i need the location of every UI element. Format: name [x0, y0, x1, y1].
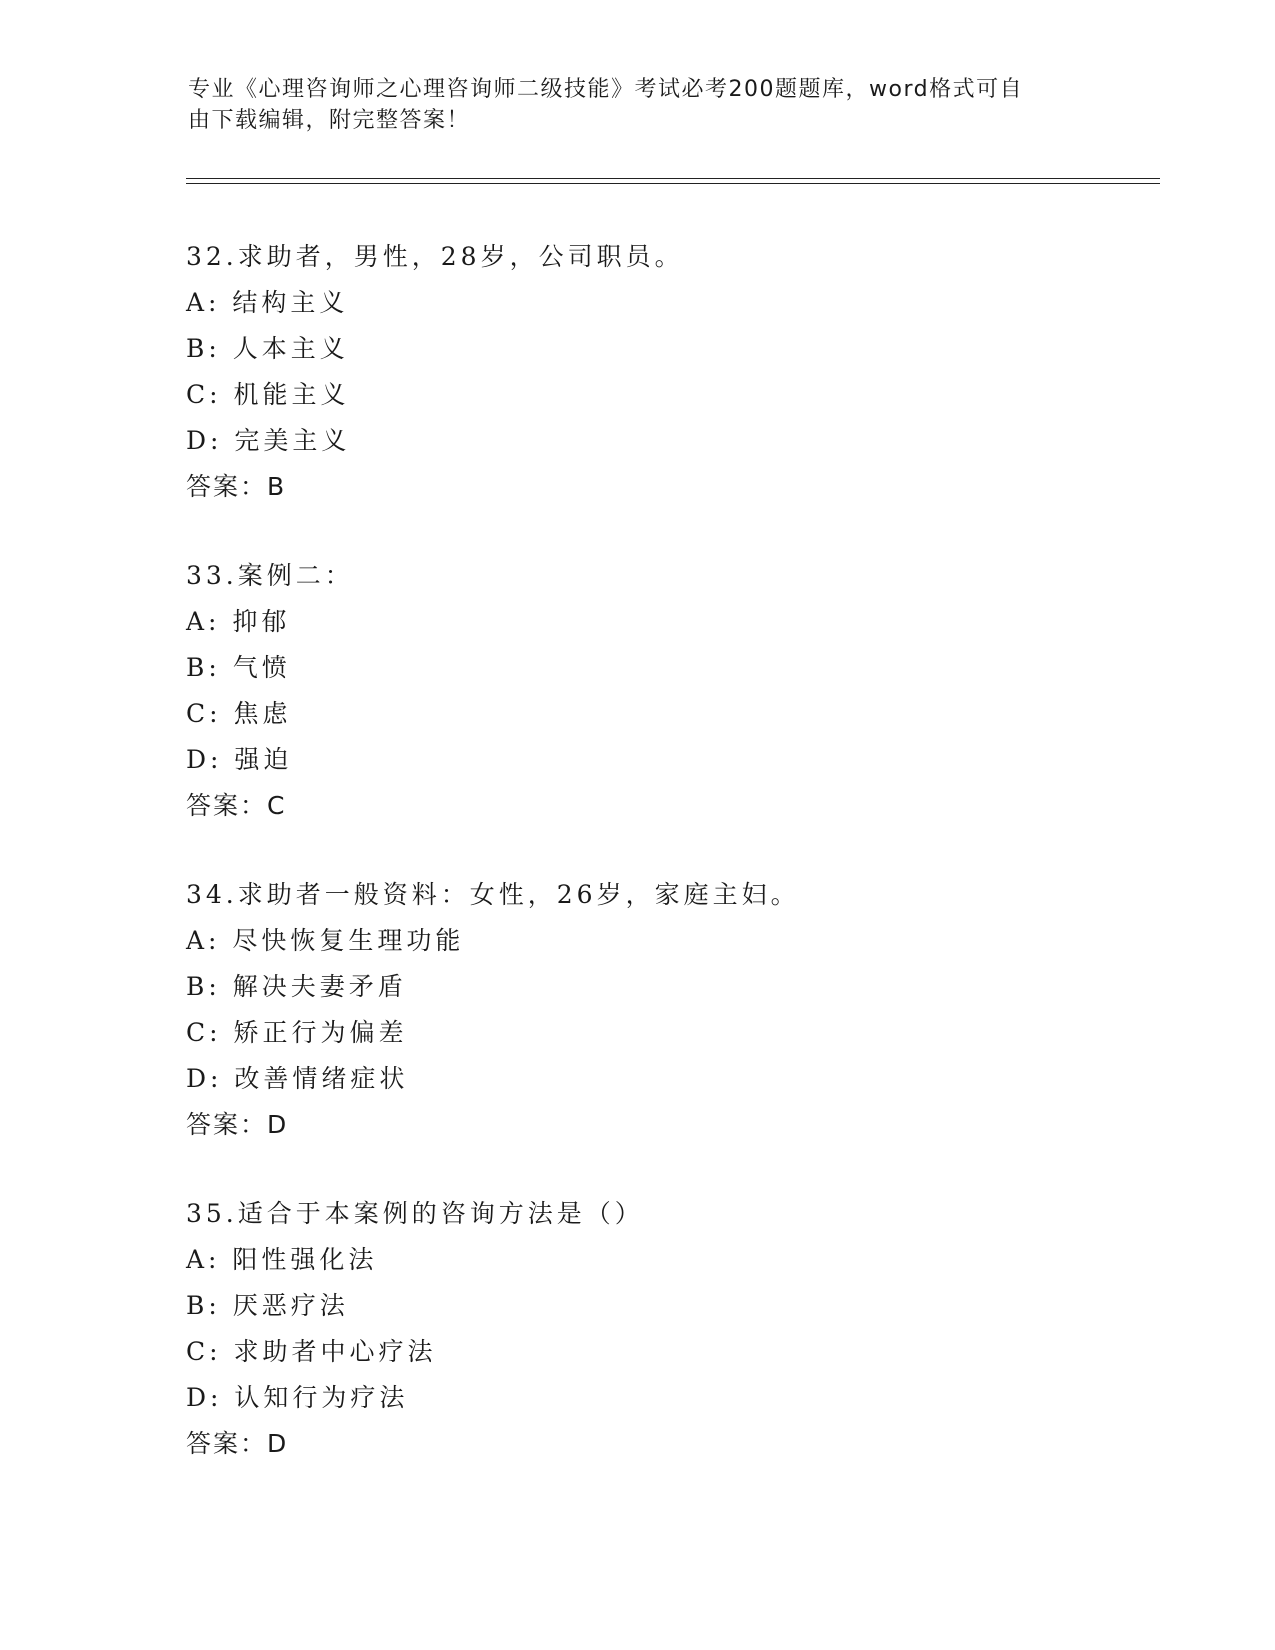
answer-line: 答案：D [186, 1429, 289, 1458]
question-item [186, 234, 1146, 510]
option-d: D: 认知行为疗法 [186, 1383, 409, 1412]
option-a: A: 抑郁 [186, 607, 291, 636]
question-title: 34.求助者一般资料：女性，26岁，家庭主妇。 [186, 880, 800, 909]
question-title: 33.案例二： [186, 561, 354, 590]
answer-line: 答案：C [186, 791, 287, 820]
question-item [186, 553, 1146, 829]
answer-line: 答案：D [186, 1110, 289, 1139]
question-title: 32.求助者，男性，28岁，公司职员。 [186, 242, 684, 271]
question-title: 35.适合于本案例的咨询方法是（） [186, 1199, 644, 1228]
question-item [186, 872, 1146, 1148]
option-a: A: 结构主义 [186, 288, 349, 317]
question-list [186, 234, 1146, 1510]
header-divider-top [186, 178, 1160, 179]
answer-line: 答案：B [186, 472, 287, 501]
option-d: D: 完美主义 [186, 426, 351, 455]
header-line-1: 专业《心理咨询师之心理咨询师二级技能》考试必考200题题库，word格式可自 [188, 77, 1024, 102]
option-a: A: 阳性强化法 [186, 1245, 378, 1274]
header-line-2: 由下载编辑，附完整答案！ [188, 108, 471, 133]
option-d: D: 改善情绪症状 [186, 1064, 409, 1093]
option-b: B: 解决夫妻矛盾 [186, 972, 407, 1001]
option-b: B: 气愤 [186, 653, 291, 682]
option-c: C: 求助者中心疗法 [186, 1337, 437, 1366]
option-b: B: 人本主义 [186, 334, 349, 363]
option-b: B: 厌恶疗法 [186, 1291, 349, 1320]
option-d: D: 强迫 [186, 745, 293, 774]
option-c: C: 焦虑 [186, 699, 292, 728]
header-divider-bottom [186, 183, 1160, 184]
option-c: C: 矫正行为偏差 [186, 1018, 408, 1047]
document-header [188, 74, 1088, 136]
option-c: C: 机能主义 [186, 380, 350, 409]
option-a: A: 尽快恢复生理功能 [186, 926, 465, 955]
question-item [186, 1191, 1146, 1467]
